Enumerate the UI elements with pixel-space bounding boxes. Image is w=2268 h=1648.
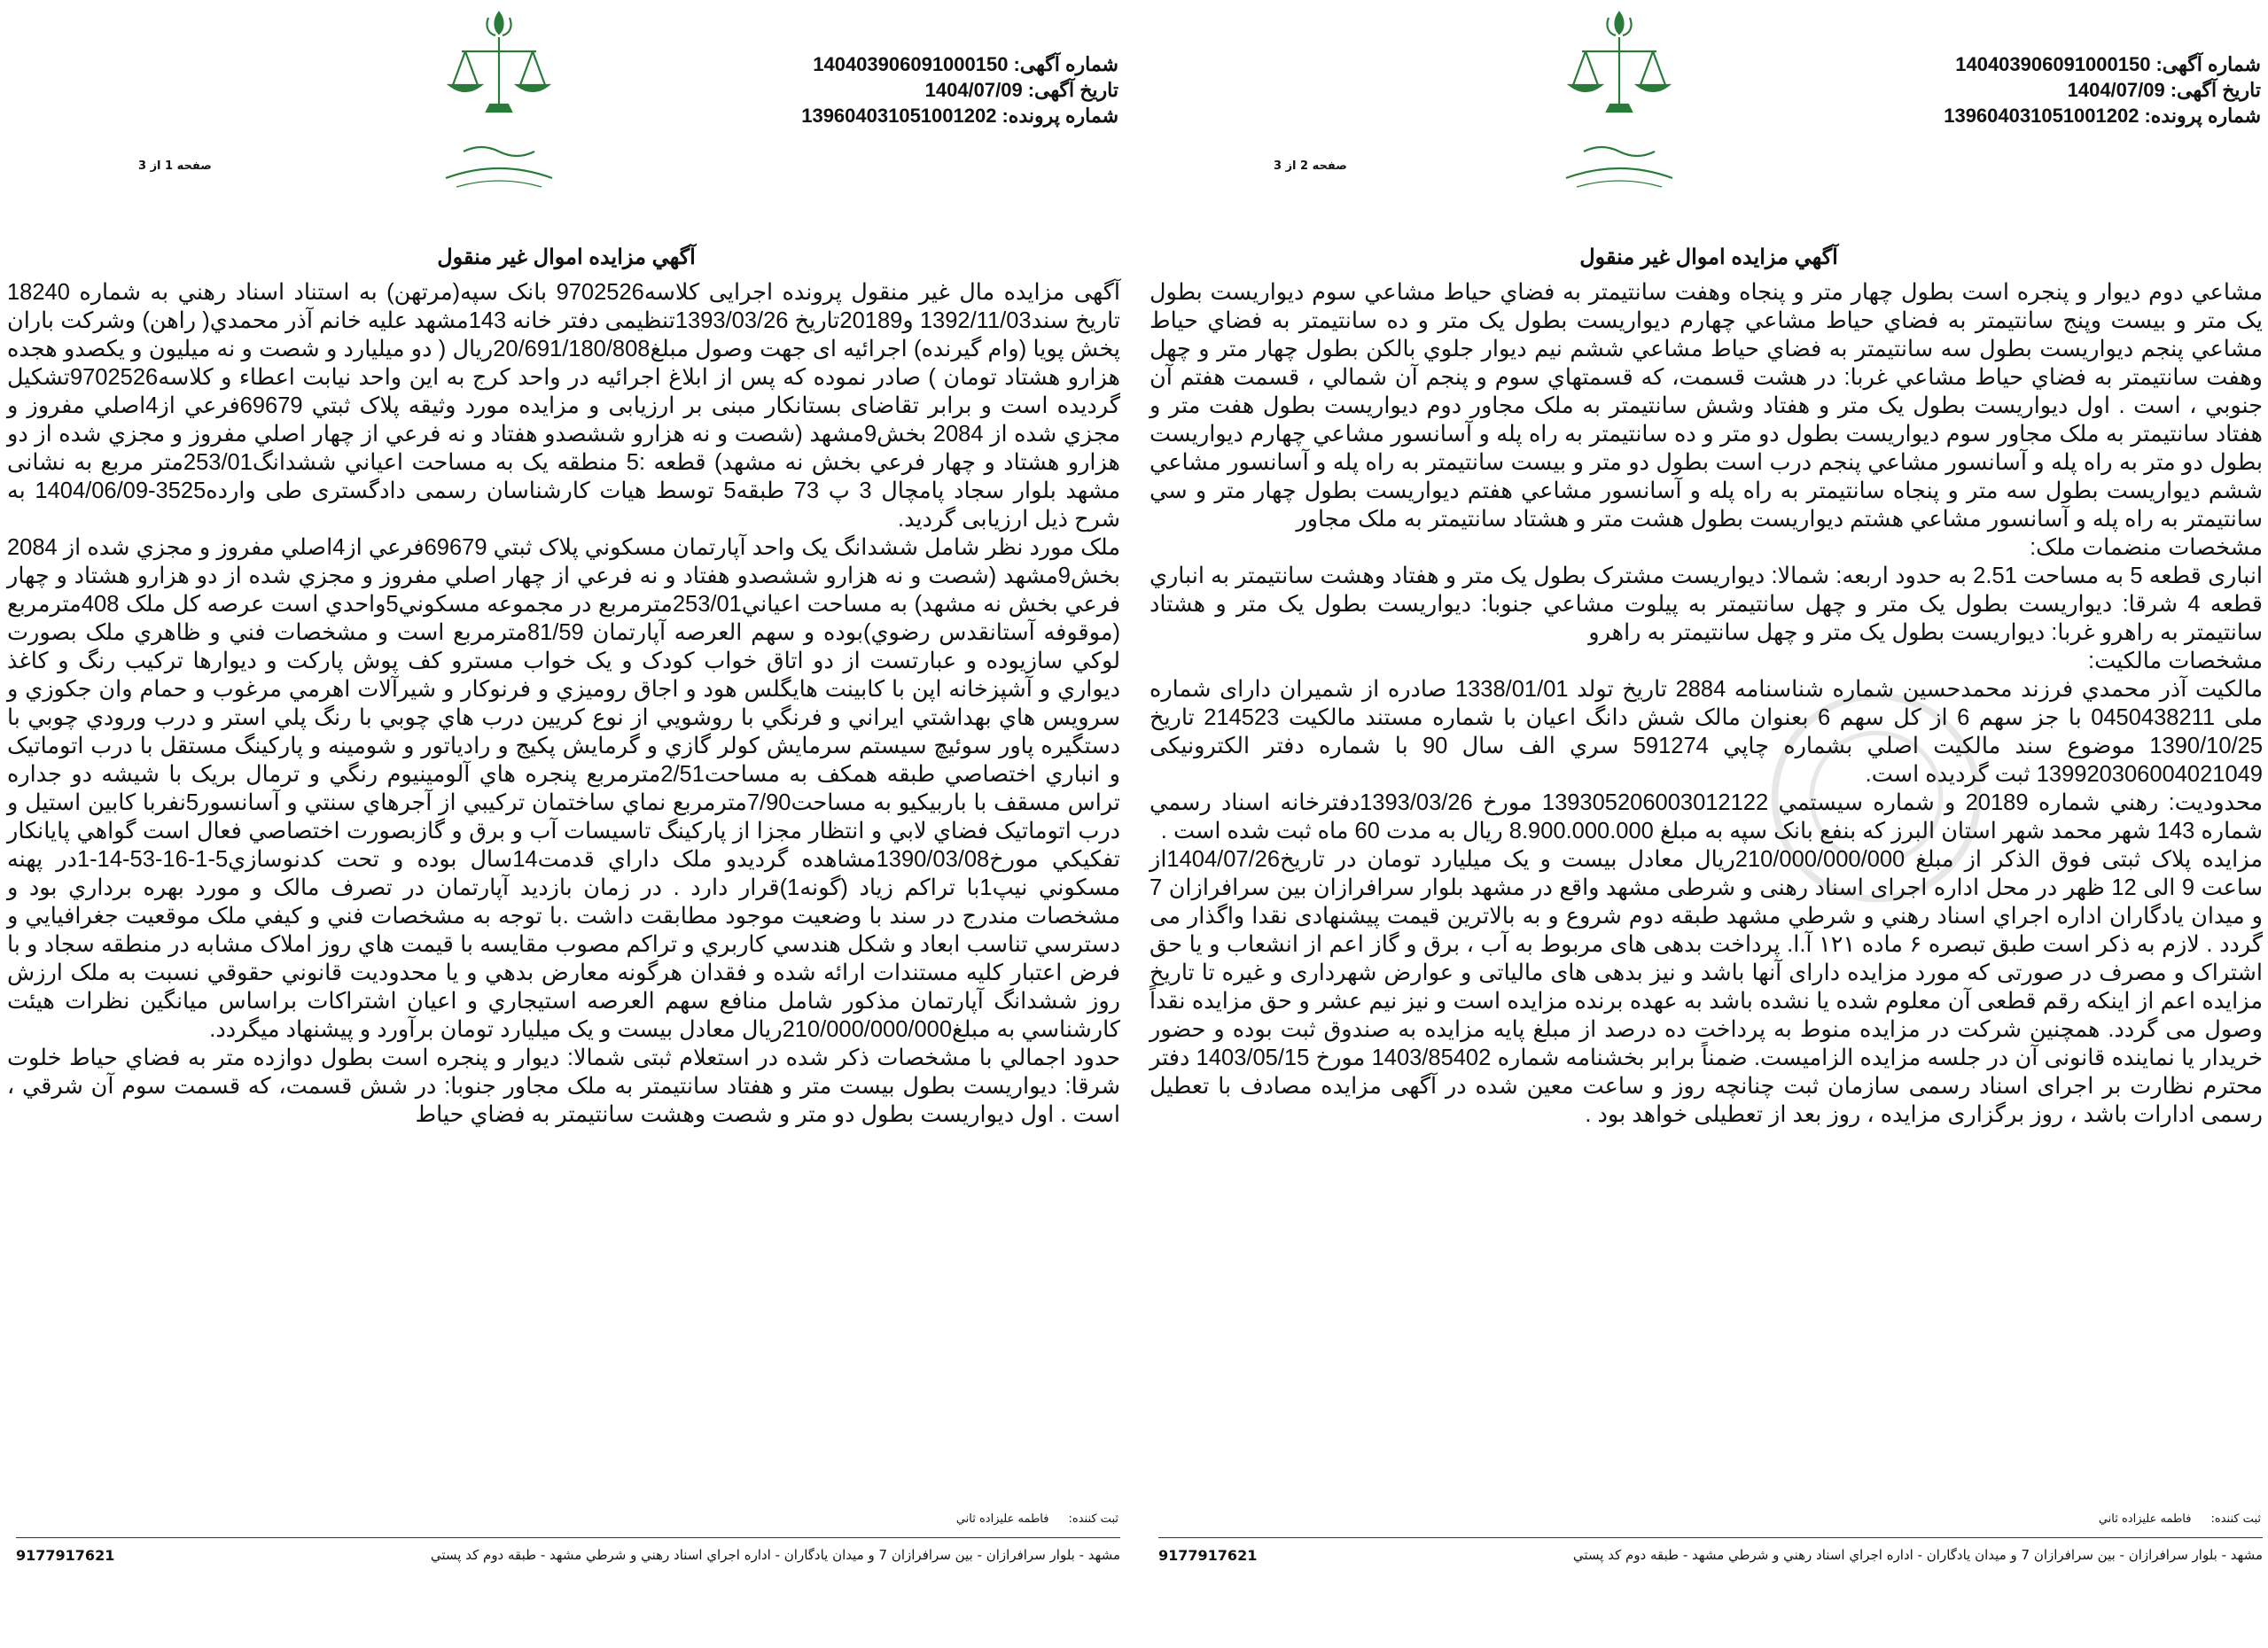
boundaries-continued: مشاعي دوم ديوار و پنجره است بطول چهار متر و پنجاه وهفت سانتيمتر به فضاي حياط مشاعي سوم ديواريست بطول يک متر و بيست وپنج سانتيمتر به فضاي حياط مشاعي چهارم ديواريست بطول يک متر و ده سانتيمتر به فضاي حياط مشاعي پنجم ديواريست بطول سه سانتيمتر به فضاي حياط مشاعي ششم نيم ديوار جلوي بالکن بطول چهار متر و چهل وهفت سانتيمتر به فضاي حياط مشاعي غربا: در هشت قسمت، که قسمتهاي سوم و پنجم آن شمالي ، قسمت هفتم آن جنوبي ، است . اول ديواريست بطول يک متر و هفتاد وشش سانتيمتر به ملک مجاور دوم ديواريست بطول هفت متر و هفتاد سانتيمتر به ملک مجاور سوم ديواريست بطول دو متر و ده سانتيمتر به راه پله و آسانسور مشاعي چهارم ديواريست بطول دو متر به راه پله و آسانسور مشاعي پنجم درب است بطول دو متر و بيست سانتيمتر به راه پله و آسانسور مشاعي ششم ديواريست بطول سه متر و پنجاه سانتيمتر به راه پله و آسانسور مشاعي هفتم ديواريست بطول چهار متر و سي سانتيمتر به راه پله و آسانسور مشاعي هشتم ديواريست بطول هشت متر و هشتاد سانتيمتر به ملک مجاور	[1150, 280, 2263, 532]
footer-address: مشهد - بلوار سرافرازان - بين سرافرازان 7 و ميدان يادگاران - اداره اجراي اسناد رهني و شرطي مشهد - طبقه دوم کد پستي	[1572, 1547, 2263, 1563]
signature-name: فاطمه عليزاده ثاني	[955, 1512, 1049, 1526]
notice-meta	[1944, 51, 2261, 128]
document-body	[7, 278, 1120, 1129]
page-header	[7, 0, 1126, 213]
auction-terms-text: مزايده پلاک ثبتی فوق الذکر از مبلغ 210/000/000/000ريال معادل بيست و يک ميليارد تومان در تاريخ1404/07/26از ساعت 9 الی 12 ظهر در محل اداره اجرای اسناد رهنی و شرطی مشهد واقع در مشهد بلوار سرافرازان بين سرافرازان 7 و ميدان يادگاران اداره اجراي اسناد رهني و شرطي مشهد طبقه دوم شروع و به بالاترين قيمت پيشنهادی نقدا واگذار می گردد . لازم به ذکر است طبق تبصره ۶ ماده ۱۲۱ آ.ا. پرداخت بدهی های مربوط به آب ، برق و گاز اعم از انشعاب و يا حق اشتراک و مصرف در صورتی که مورد مزايده دارای آنها باشد و نيز بدهی های مالياتی و عوارض شهرداری و غيره تا تاريخ مزايده اعم از اينکه رقم قطعی آن معلوم شده يا نشده باشد به عهده برنده مزايده است و نيز نيم عشر و حق مزايده نقداً وصول می گردد. همچنين شرکت در مزايده منوط به پرداخت ده درصد از مبلغ پايه مزايده به صندوق ثبت بوده و حضور خريدار يا نماينده قانونی آن در جلسه مزايده الزاميست. ضمناً برابر بخشنامه شماره 1403/85402 مورخ 1403/05/15 دفتر محترم نظارت بر اجرای اسناد رسمی سازمان ثبت چنانچه روز و ساعت معين شده در آگهی مزايده مصادف با تعطيل رسمی ادارات باشد ، روز برگزاری مزايده ، روز بعد از تعطيلی خواهد بود .	[1150, 847, 2264, 1127]
notice-date-label: تاریخ آگهی:	[2170, 79, 2261, 101]
notice-number: 140403906091000150	[813, 53, 1009, 75]
page-number: صفحه 2 از 3	[1274, 159, 1347, 173]
notice-number-label: شماره آگهی:	[2155, 53, 2261, 75]
signature-label: ثبت کننده:	[2210, 1512, 2261, 1526]
footer-phone: 9177917621	[1158, 1547, 1258, 1564]
ownership-text: مالکيت آذر محمدي فرزند محمدحسين شماره شناسنامه 2884 تاريخ تولد 1338/01/01 صادره از شميران دارای شماره ملی 0450438211 با جز سهم 6 از کل سهم 6 بعنوان مالک شش دانگ اعيان با شماره مستند مالکيت 214523 تاريخ 1390/10/25 موضوع سند مالکيت اصلي بشماره چاپي 591274 سري الف سال 90 با شماره دفتر الکترونيکی 139920306004021049 ثبت گرديده است.	[1150, 677, 2263, 787]
notice-date-label: تاریخ آگهی:	[1027, 79, 1118, 101]
ownership-heading: مشخصات مالکيت:	[2088, 649, 2263, 673]
footer-address: مشهد - بلوار سرافرازان - بين سرافرازان 7 و ميدان يادگاران - اداره اجراي اسناد رهني و شرطي مشهد - طبقه دوم کد پستي	[430, 1547, 1120, 1563]
appurtenances-heading: مشخصات منضمات ملک:	[2030, 535, 2263, 560]
page-2	[1150, 0, 2268, 1648]
property-description-text: ملک مورد نظر شامل ششدانگ يک واحد آپارتمان مسکوني پلاک ثبتي 69679فرعي از4اصلي مفروز و مجزي شده از 2084 بخش9مشهد (شصت و نه هزارو ششصدو هفتاد و نه فرعي از چهار اصلي مفروز و مجزي شده از دو هزارو هشتاد و چهار فرعي بخش نه مشهد) به مساحت اعياني253/01مترمربع در مجموعه مسکوني5واحدي است عرصه کل ملک 408مترمربع (موقوفه آستانقدس رضوي)بوده و سهم العرصه آپارتمان 81/59مترمربع است و مشخصات فني و ظاهري ملک بصورت لوکي سازيوده و عبارتست از دو اتاق خواب کودک و يک خواب مسترو کف پوش پارکت و ديوارها ترکيب رنگ و کاغذ ديواري و آشپزخانه اپن با کابينت هايگلس هود و اجاق روميزي و فرنوکار و شيرآلات اهرمي مرغوب و حمام وان جکوزي و سرويس هاي بهداشتي ايراني و فرنگي با روشويي از نوع کريين درب هاي چوبي با رنگ پلي استر و درب ورودي چوبي با دستگيره پاور سوئيچ سيستم سرمايش کولر گازي و گرمايش پکيج و رادياتور و شومينه و پارکينگ مستقل با درب اتوماتيک و انباري اختصاصي طبقه همکف به مساحت2/51مترمربع پنجره هاي آلومينيوم رنگي و ترمال بريک با شيشه دو جداره تراس مسقف با باربيکيو به مساحت7/90مترمربع نماي ساختمان ترکيبي از آجرهاي سنتي و آسانسور5نفربا کابين استيل و درب اتوماتيک فضاي لابي و انتظار مجزا از پارکينگ تاسيسات آب و برق و گازبصورت اختصاصي فعال است گواهي پايانکار تفکيکي مورخ1390/03/08مشاهده گرديدو ملک داراي قدمت14سال بوده و تحت کدنوسازي5-1-16-53-14-1در پهنه مسکوني نيپ1با تراکم زياد (گونه1)قرار دارد . در زمان بازديد آپارتمان در تصرف مالک و مورد بهره برداري بود و مشخصات مندرج در سند با وضعيت موجود مطابقت داشت .با توجه به مشخصات فني و کيفي ملک موقعيت جغرافيايي و دسترسي تناسب ابعاد و شکل هندسي کاربري و تراکم مصوب مقايسه با قيمت هاي روز املاک مشابه در منطقه سجاد و با فرض اعتبار کليه مستندات ارائه شده و فقدان هرگونه معارض بدهي و يا محدوديت قانوني حقوقي نسبت به ملک ارزش روز ششدانگ آپارتمان مذکور شامل منافع سهم العرصه استيجاري و اعيان اشتراکات براساس ميانگين نظرات هيئت کارشناسي به مبلغ210/000/000/000ريال معادل بيست و يک ميليارد تومان برآورد و پيشنهاد ميگردد.	[7, 535, 1121, 1042]
file-number-row	[801, 103, 1118, 128]
page-header	[1150, 0, 2268, 213]
notice-date-row	[1944, 77, 2261, 103]
notice-date-row	[801, 77, 1118, 103]
file-number: 139604031051001202	[1944, 105, 2139, 127]
notice-number-row	[801, 51, 1118, 77]
page-footer	[16, 1547, 1120, 1564]
footer-phone: 9177917621	[16, 1547, 115, 1564]
page-footer	[1158, 1547, 2263, 1564]
notice-date: 1404/07/09	[924, 79, 1023, 101]
judiciary-emblem-icon	[1531, 5, 1708, 200]
boundaries-text: حدود اجمالي با مشخصات ذکر شده در استعلام ثبتی شمالا: ديوار و پنجره است بطول دوازده متر به فضاي حياط خلوت شرقا: ديواريست بطول بيست متر و هفتاد سانتيمتر به ملک مجاور جنوبا: در شش قسمت، که قسمت سوم آن شرقي ، است . اول ديواريست بطول دو متر و شصت وهشت سانتيمتر به فضاي حياط	[7, 1046, 1120, 1127]
footer-divider	[1158, 1537, 2263, 1538]
notice-number-row	[1944, 51, 2261, 77]
notice-meta	[801, 51, 1118, 128]
footer-divider	[16, 1537, 1120, 1538]
page-number: صفحه 1 از 3	[138, 159, 212, 173]
document-title: آگهي مزايده اموال غير منقول	[1579, 245, 1838, 269]
document-body	[1150, 278, 2263, 1129]
file-number: 139604031051001202	[801, 105, 997, 127]
restriction-text: محدوديت: رهني شماره 20189 و شماره سيستمي 139305206003012122 مورخ 1393/03/26دفترخانه اسناد رسمي شماره 143 شهر محمد شهر استان البرز که بنفع بانک سپه به مبلغ 8.900.000.000 ريال به مدت 60 ماه ثبت شده است .	[1150, 790, 2264, 843]
file-number-row	[1944, 103, 2261, 128]
file-number-label: شماره پرونده:	[1002, 105, 1118, 127]
appurtenances-text: انباری قطعه 5 به مساحت 2.51 به حدود اربعه: شمالا: ديواريست مشترک بطول يک متر و هفتاد وهشت سانتيمتر به انباري قطعه 4 شرقا: ديواريست بطول يک متر و چهل سانتيمتر به پيلوت مشاعي جنوبا: ديواريست بطول يک متر و هشتاد سانتيمتر به راهرو غربا: ديواريست بطول يک متر و چهل سانتيمتر به راهرو	[1150, 564, 2263, 645]
signature-label: ثبت کننده:	[1068, 1512, 1118, 1526]
notice-date: 1404/07/09	[2067, 79, 2165, 101]
document-title: آگهي مزايده اموال غير منقول	[437, 245, 696, 269]
signature-name: فاطمه عليزاده ثاني	[2098, 1512, 2192, 1526]
execution-notice-text: آگهی مزايده مال غير منقول پرونده اجرايی کلاسه9702526 بانک سپه(مرتهن) به استناد اسناد رهني به شماره 18240 تاريخ سند1392/11/03 و20189تاريخ 1393/03/26تنظيمی دفتر خانه 143مشهد عليه خانم آذر محمدي( راهن) وشرکت باران پخش پويا (وام گيرنده) اجرائيه ای جهت وصول مبلغ20/691/180/808ريال ( دو ميليارد و شصت و نه ميليون و يکصدو هجده هزارو هشتاد تومان ) صادر نموده که پس از ابلاغ اجرائيه در واحد کرج به اين واحد نيابت اعطاء و کلاسه9702526تشکيل گرديده است و برابر تقاضای بستانکار مبنی بر ارزيابی و مزايده مورد وثيقه پلاک ثبتي 69679فرعي از4اصلي مفروز و مجزي شده از 2084 بخش9مشهد (شصت و نه هزارو ششصدو هفتاد و نه فرعي از چهار اصلي مفروز و مجزي شده از دو هزارو هشتاد و چهار فرعي بخش نه مشهد) قطعه :5 منطقه يک به مساحت اعياني ششدانگ253/01متر مربع به نشانی مشهد بلوار سجاد پامچال 3 پ 73 طبقه5 توسط هيات کارشناسان رسمی دادگستری طی وارده3525-1404/06/09 به شرح ذيل ارزيابی گرديد.	[7, 280, 1121, 532]
signature	[956, 1512, 1118, 1526]
signature	[2099, 1512, 2261, 1526]
file-number-label: شماره پرونده:	[2144, 105, 2261, 127]
page-1	[7, 0, 1126, 1648]
notice-number-label: شماره آگهی:	[1013, 53, 1118, 75]
notice-number: 140403906091000150	[1955, 53, 2151, 75]
judiciary-emblem-icon	[410, 5, 588, 200]
